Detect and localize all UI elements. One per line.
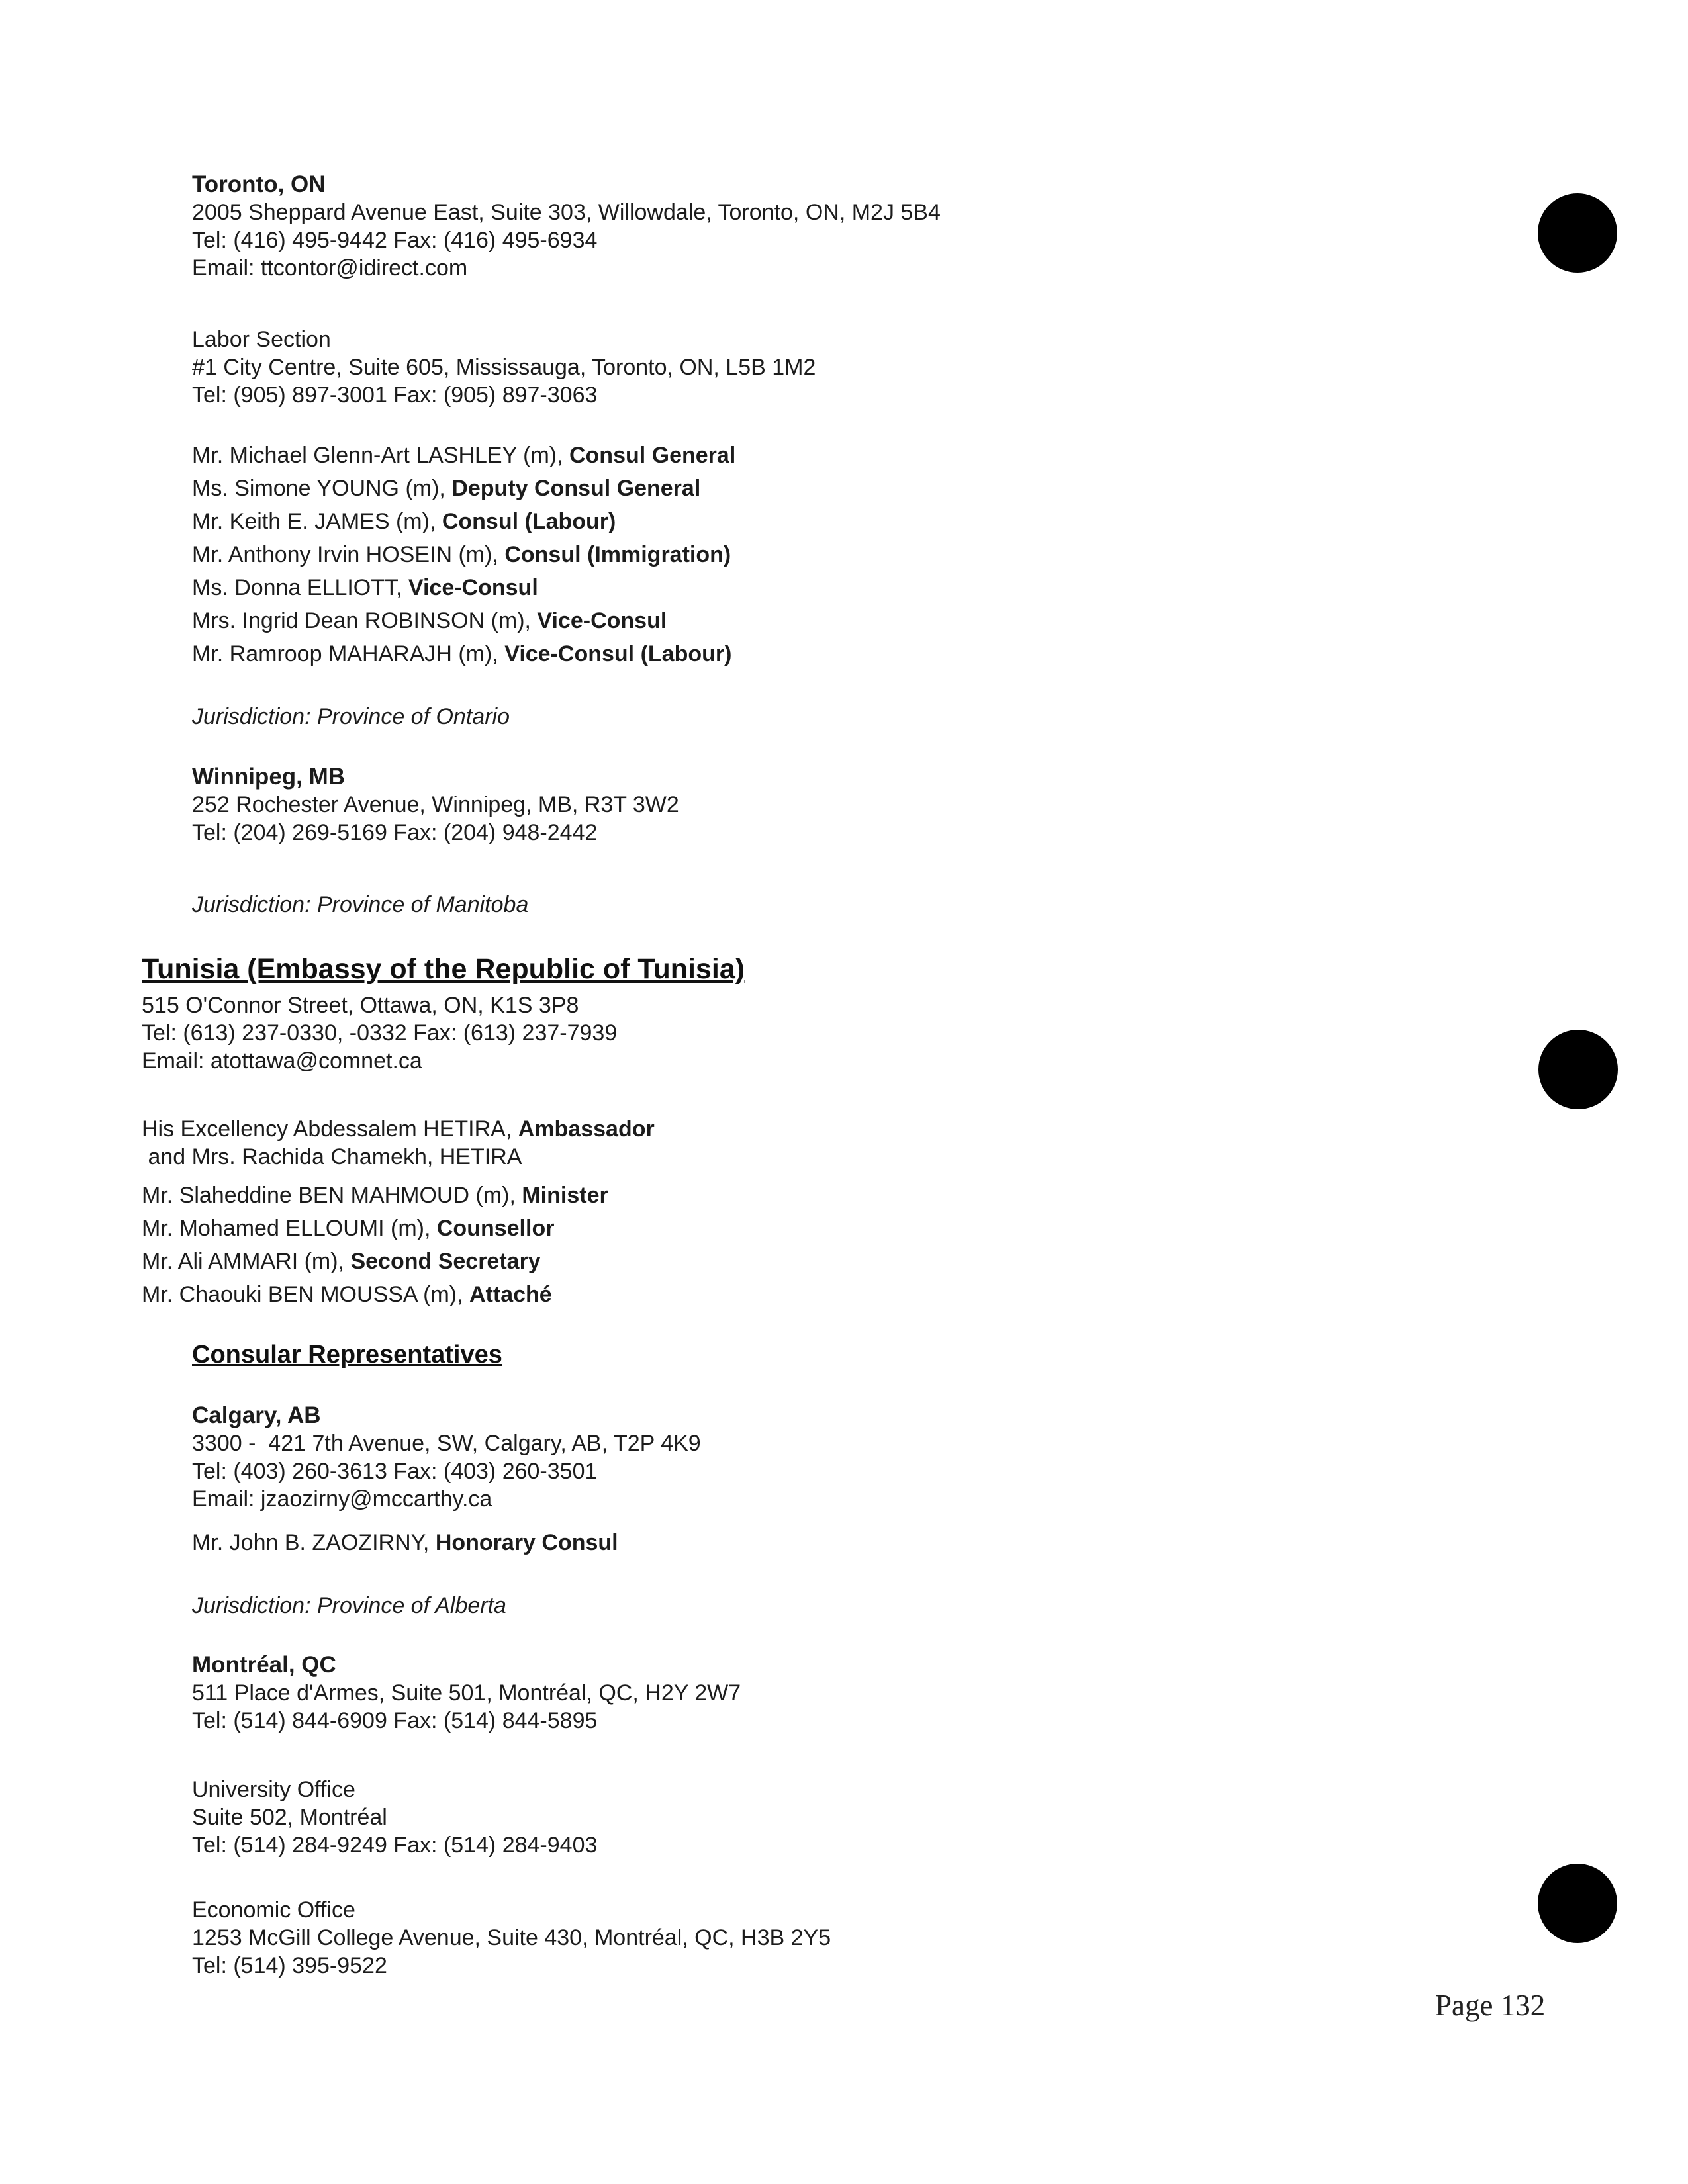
- person-name: Ms. Simone YOUNG (m),: [192, 476, 452, 501]
- tunisia-contact: [142, 991, 617, 1075]
- calgary-address: 3300 - 421 7th Avenue, SW, Calgary, AB, T2P 4K9: [192, 1431, 701, 1456]
- person-title: Vice-Consul: [408, 575, 538, 600]
- calgary-jurisdiction: Jurisdiction: Province of Alberta: [192, 1593, 506, 1618]
- person-name: His Excellency Abdessalem HETIRA,: [142, 1116, 518, 1142]
- ambassador-line: [142, 1115, 655, 1143]
- person-name: Ms. Donna ELLIOTT,: [192, 575, 408, 600]
- toronto-jurisdiction: Jurisdiction: Province of Ontario: [192, 704, 510, 729]
- tunisia-tel: Tel: (613) 237-0330, -0332 Fax: (613) 237-7939: [142, 1021, 618, 1046]
- tunisia-ambassador: [142, 1115, 655, 1171]
- calgary-consul: [192, 1529, 618, 1557]
- montreal-economic-office: [192, 1896, 831, 1979]
- toronto-address: 2005 Sheppard Avenue East, Suite 303, Willowdale, Toronto, ON, M2J 5B4: [192, 200, 941, 225]
- toronto-tel: Tel: (416) 495-9442 Fax: (416) 495-6934: [192, 228, 598, 253]
- personnel-item: [192, 607, 735, 635]
- person-title: Consul (Labour): [442, 509, 616, 534]
- winnipeg-heading: Winnipeg, MB: [192, 764, 346, 790]
- montreal-university-office: [192, 1776, 597, 1859]
- person-name: Mr. Chaouki BEN MOUSSA (m),: [142, 1282, 469, 1307]
- page-number: Page 132: [1435, 1989, 1546, 2022]
- montreal-address: 511 Place d'Armes, Suite 501, Montréal, QC, H2Y 2W7: [192, 1680, 741, 1706]
- tunisia-email: Email: atottawa@comnet.ca: [142, 1048, 422, 1073]
- montreal-heading: Montréal, QC: [192, 1652, 336, 1678]
- person-title: Attaché: [469, 1282, 552, 1307]
- tunisia-personnel-list: [142, 1181, 608, 1314]
- personnel-item: [192, 574, 735, 602]
- winnipeg-section: [192, 763, 679, 846]
- person-name: Mr. Anthony Irvin HOSEIN (m),: [192, 542, 505, 567]
- labor-tel: Tel: (905) 897-3001 Fax: (905) 897-3063: [192, 383, 598, 408]
- university-address: Suite 502, Montréal: [192, 1805, 387, 1830]
- labor-title: Labor Section: [192, 327, 331, 352]
- toronto-email: Email: ttcontor@idirect.com: [192, 255, 468, 281]
- personnel-item: [142, 1281, 608, 1308]
- ambassador-spouse: and Mrs. Rachida Chamekh, HETIRA: [142, 1144, 522, 1169]
- personnel-item: [192, 541, 735, 569]
- person-name: Mr. Michael Glenn-Art LASHLEY (m),: [192, 443, 569, 468]
- punch-hole: [1538, 1864, 1617, 1943]
- tunisia-address: 515 O'Connor Street, Ottawa, ON, K1S 3P8: [142, 993, 579, 1018]
- montreal-section: [192, 1651, 741, 1735]
- winnipeg-tel: Tel: (204) 269-5169 Fax: (204) 948-2442: [192, 820, 598, 845]
- university-title: University Office: [192, 1777, 355, 1802]
- winnipeg-address: 252 Rochester Avenue, Winnipeg, MB, R3T 3W2: [192, 792, 679, 817]
- person-name: Mr. Slaheddine BEN MAHMOUD (m),: [142, 1183, 522, 1208]
- labor-address: #1 City Centre, Suite 605, Mississauga, Toronto, ON, L5B 1M2: [192, 355, 816, 380]
- person-title: Consul General: [569, 443, 736, 468]
- toronto-labor-section: [192, 326, 816, 409]
- punch-hole: [1538, 1030, 1618, 1109]
- person-name: Mr. Ali AMMARI (m),: [142, 1249, 351, 1274]
- toronto-heading: Toronto, ON: [192, 171, 326, 197]
- person-title: Second Secretary: [350, 1249, 541, 1274]
- tunisia-heading: Tunisia (Embassy of the Republic of Tunisia): [142, 953, 745, 985]
- economic-address: 1253 McGill College Avenue, Suite 430, Montréal, QC, H3B 2Y5: [192, 1925, 831, 1950]
- calgary-heading: Calgary, AB: [192, 1402, 321, 1428]
- university-tel: Tel: (514) 284-9249 Fax: (514) 284-9403: [192, 1833, 598, 1858]
- person-title: Minister: [522, 1183, 608, 1208]
- personnel-item: [142, 1181, 608, 1209]
- economic-title: Economic Office: [192, 1897, 355, 1923]
- person-name: Mrs. Ingrid Dean ROBINSON (m),: [192, 608, 538, 633]
- person-name: Mr. Keith E. JAMES (m),: [192, 509, 442, 534]
- person-title: Consul (Immigration): [504, 542, 731, 567]
- person-name: Mr. Mohamed ELLOUMI (m),: [142, 1216, 437, 1241]
- person-title: Vice-Consul (Labour): [504, 641, 732, 666]
- consular-heading: Consular Representatives: [192, 1341, 502, 1369]
- person-name: Mr. John B. ZAOZIRNY,: [192, 1530, 436, 1555]
- winnipeg-jurisdiction: Jurisdiction: Province of Manitoba: [192, 892, 529, 917]
- person-title: Counsellor: [436, 1216, 555, 1241]
- personnel-item: [192, 475, 735, 502]
- economic-tel: Tel: (514) 395-9522: [192, 1953, 387, 1978]
- calgary-section: [192, 1402, 701, 1513]
- calgary-tel: Tel: (403) 260-3613 Fax: (403) 260-3501: [192, 1459, 598, 1484]
- person-title: Honorary Consul: [435, 1530, 618, 1555]
- personnel-item: [192, 441, 735, 469]
- toronto-section: [192, 171, 941, 282]
- personnel-item: [142, 1248, 608, 1275]
- punch-hole: [1538, 193, 1617, 273]
- person-name: Mr. Ramroop MAHARAJH (m),: [192, 641, 505, 666]
- person-title: Deputy Consul General: [451, 476, 701, 501]
- personnel-item: [192, 508, 735, 535]
- person-title: Vice-Consul: [537, 608, 667, 633]
- person-title: Ambassador: [518, 1116, 655, 1142]
- calgary-email: Email: jzaozirny@mccarthy.ca: [192, 1486, 492, 1512]
- personnel-item: [142, 1214, 608, 1242]
- toronto-personnel-list: [192, 441, 735, 673]
- montreal-tel: Tel: (514) 844-6909 Fax: (514) 844-5895: [192, 1708, 598, 1733]
- personnel-item: [192, 640, 735, 668]
